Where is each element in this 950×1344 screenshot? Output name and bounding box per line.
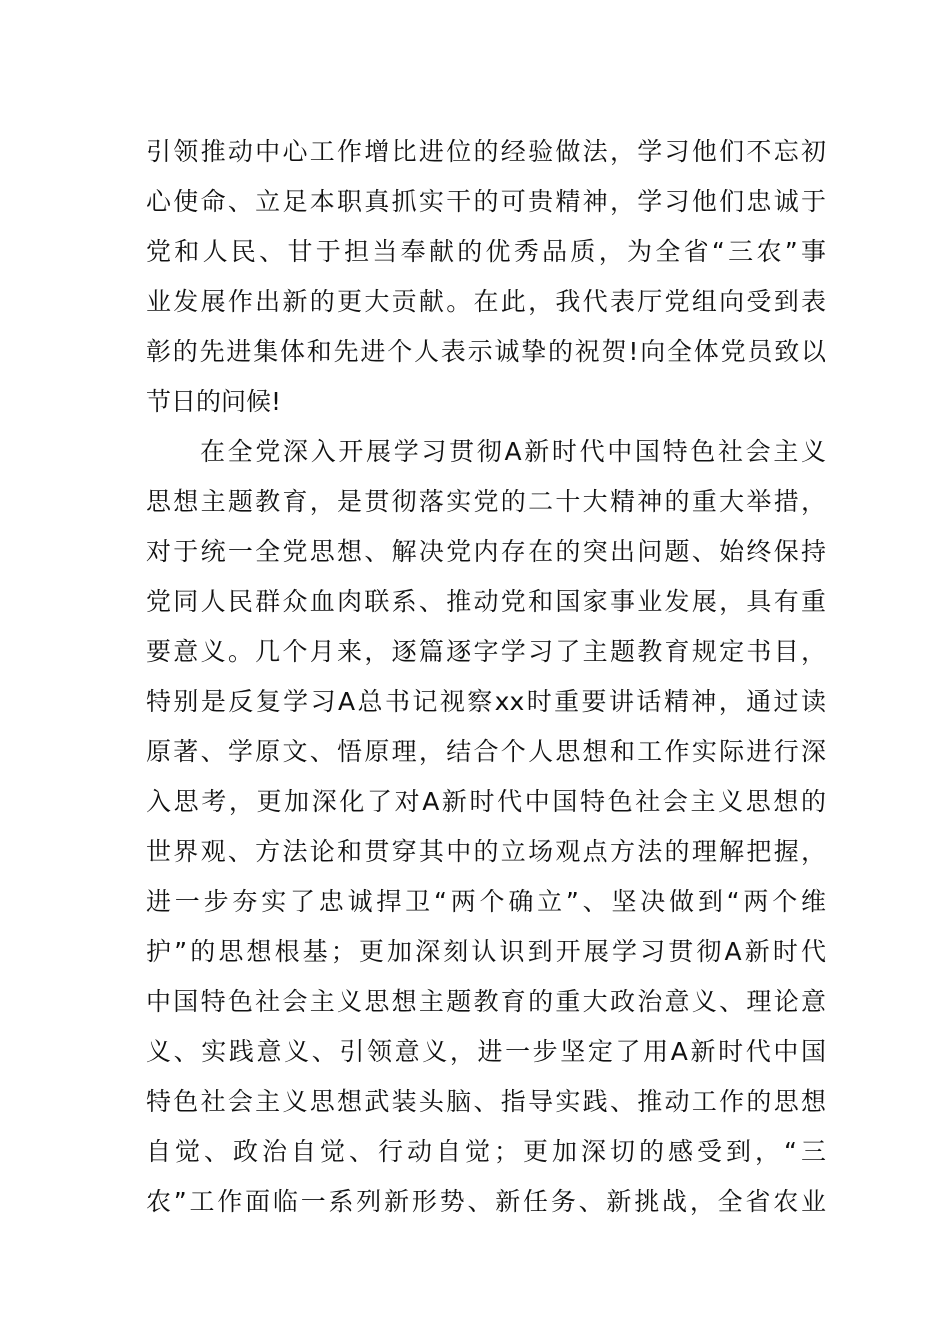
text-line: 义、实践意义、引领意义，进一步坚定了用A新时代中国 xyxy=(146,1037,826,1066)
text-line: 在全党深入开展学习贯彻A新时代中国特色社会主义 xyxy=(200,437,826,466)
text-line: 原著、学原文、悟原理，结合个人思想和工作实际进行深 xyxy=(146,737,826,766)
document-body xyxy=(146,127,826,1227)
text-line: 特别是反复学习A总书记视察xx时重要讲话精神，通过读 xyxy=(146,687,826,716)
paragraph-1 xyxy=(146,127,826,427)
text-line: 世界观、方法论和贯穿其中的立场观点方法的理解把握， xyxy=(146,837,826,866)
text-line: 彰的先进集体和先进个人表示诚挚的祝贺!向全体党员致以 xyxy=(146,337,826,366)
text-line: 进一步夯实了忠诚捍卫“两个确立”、坚决做到“两个维 xyxy=(146,887,826,916)
text-line: 业发展作出新的更大贡献。在此，我代表厅党组向受到表 xyxy=(146,287,826,316)
text-line: 入思考，更加深化了对A新时代中国特色社会主义思想的 xyxy=(146,787,826,816)
text-line: 要意义。几个月来，逐篇逐字学习了主题教育规定书目， xyxy=(146,637,826,666)
text-line: 对于统一全党思想、解决党内存在的突出问题、始终保持 xyxy=(146,537,826,566)
text-line: 农”工作面临一系列新形势、新任务、新挑战，全省农业 xyxy=(146,1187,826,1216)
text-line: 护”的思想根基；更加深刻认识到开展学习贯彻A新时代 xyxy=(146,937,826,966)
text-line: 党和人民、甘于担当奉献的优秀品质，为全省“三农”事 xyxy=(146,237,826,266)
text-line: 党同人民群众血肉联系、推动党和国家事业发展，具有重 xyxy=(146,587,826,616)
text-line: 节日的问候! xyxy=(146,387,282,416)
text-line: 引领推动中心工作增比进位的经验做法，学习他们不忘初 xyxy=(146,137,826,166)
text-line: 心使命、立足本职真抓实干的可贵精神，学习他们忠诚于 xyxy=(146,187,826,216)
text-line: 思想主题教育，是贯彻落实党的二十大精神的重大举措， xyxy=(146,487,826,516)
text-line: 特色社会主义思想武装头脑、指导实践、推动工作的思想 xyxy=(146,1087,826,1116)
text-line: 自觉、政治自觉、行动自觉；更加深切的感受到，“三 xyxy=(146,1137,826,1166)
paragraph-2 xyxy=(146,427,826,1227)
text-line: 中国特色社会主义思想主题教育的重大政治意义、理论意 xyxy=(146,987,826,1016)
